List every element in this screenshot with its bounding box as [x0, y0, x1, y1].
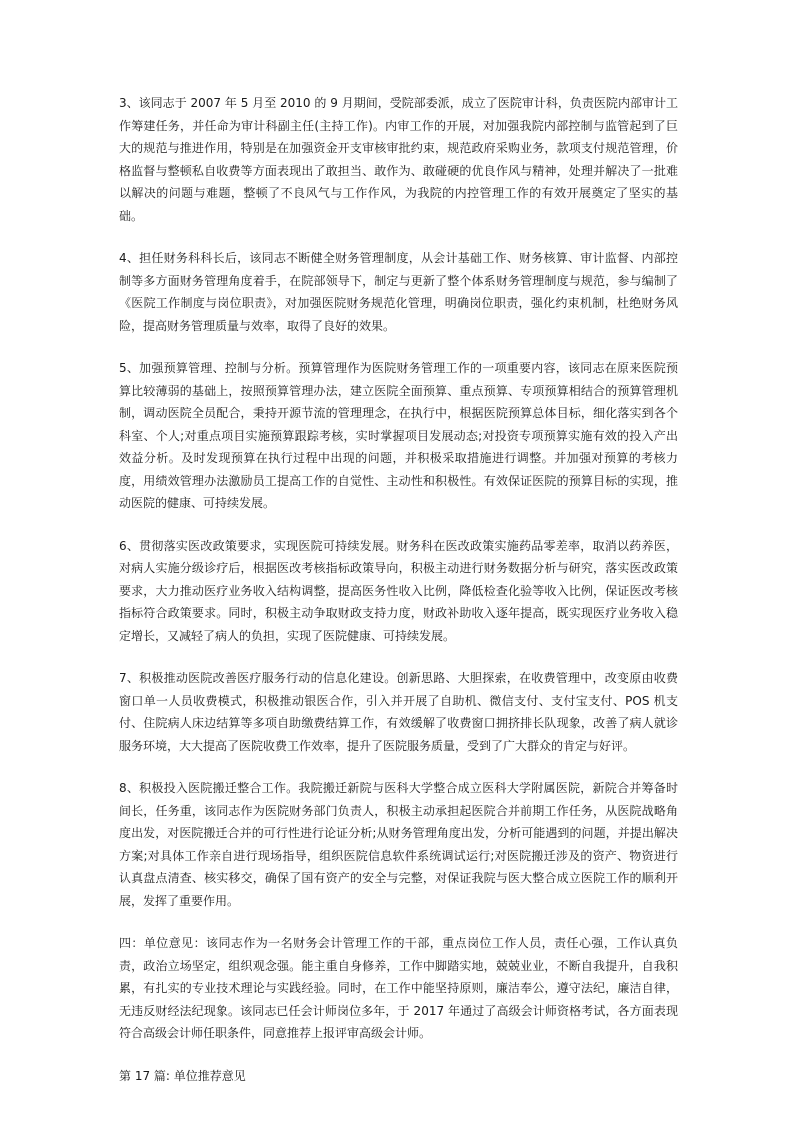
paragraph-item-8: 8、积极投入医院搬迁整合工作。我院搬迁新院与医科大学整合成立医科大学附属医院，新院合并筹备时间长，任务重，该同志作为医院财务部门负责人，积极主动承担起医院合并前期工作任务，从医院战略角度出发，对医院搬迁合并的可行性进行论证分析;从财务管理角度出发，分析可能遇到的问题，并提出解决方案;对具体工作亲自进行现场指导，组织医院信息软件系统调试运行;对医院搬迁涉及的资产、物资进行认真盘点清查、核实移交，确保了国有资产的安全与完整，对保证我院与医大整合成立医院工作的顺利开展，发挥了重要作用。: [119, 781, 678, 908]
section-heading: 第 17 篇: 单位推荐意见: [119, 1068, 246, 1083]
document-body: [119, 92, 678, 1087]
paragraph-item-7: 7、积极推动医院改善医疗服务行动的信息化建设。创新思路、大胆探索，在收费管理中，改变原由收费窗口单一人员收费模式，积极推动银医合作，引入并开展了自助机、微信支付、支付宝支付、POS 机支付、住院病人床边结算等多项自助缴费结算工作，有效缓解了收费窗口拥挤排长队现象，改善了病人就诊服务环境，大大提高了医院收费工作效率，提升了医院服务质量，受到了广大群众的肯定与好评。: [119, 671, 678, 753]
paragraph-item-5: 5、加强预算管理、控制与分析。预算管理作为医院财务管理工作的一项重要内容，该同志在原来医院预算比较薄弱的基础上，按照预算管理办法，建立医院全面预算、重点预算、专项预算相结合的预算管理机制，调动医院全员配合，秉持开源节流的管理理念，在执行中，根据医院预算总体目标，细化落实到各个科室、个人;对重点项目实施预算跟踪考核，实时掌握项目发展动态;对投资专项预算实施有效的投入产出效益分析。及时发现预算在执行过程中出现的问题，并积极采取措施进行调整。并加强对预算的考核力度，用绩效管理办法激励员工提高工作的自觉性、主动性和积极性。有效保证医院的预算目标的实现，推动医院的健康、可持续发展。: [119, 361, 678, 510]
paragraph-item-3: 3、该同志于 2007 年 5 月至 2010 的 9 月期间，受院部委派，成立了医院审计科，负责医院内部审计工作筹建任务，并任命为审计科副主任(主持工作)。内审工作的开展，对加强我院内部控制与监管起到了巨大的规范与推进作用，特别是在加强资金开支审核审批约束，规范政府采购业务，款项支付规范管理，价格监督与整顿私自收费等方面表现出了敢担当、敢作为、敢碰硬的优良作风与精神，处理并解决了一批难以解决的问题与难题，整顿了不良风气与工作作风，为我院的内控管理工作的有效开展奠定了坚实的基础。: [119, 96, 678, 223]
paragraph-item-4: 4、担任财务科科长后，该同志不断健全财务管理制度，从会计基础工作、财务核算、审计监督、内部控制等多方面财务管理角度着手，在院部领导下，制定与更新了整个体系财务管理制度与规范，参与编制了《医院工作制度与岗位职责》，对加强医院财务规范化管理，明确岗位职责，强化约束机制，杜绝财务风险，提高财务管理质量与效率，取得了良好的效果。: [119, 251, 678, 333]
paragraph-item-6: 6、贯彻落实医改政策要求，实现医院可持续发展。财务科在医改政策实施药品零差率，取消以药养医，对病人实施分级诊疗后，根据医改考核指标政策导向，积极主动进行财务数据分析与研究，落实医改政策要求，大力推动医疗业务收入结构调整，提高医务性收入比例，降低检查化验等收入比例，保证医改考核指标符合政策要求。同时，积极主动争取财政支持力度，财政补助收入逐年提高，既实现医疗业务收入稳定增长，又减轻了病人的负担，实现了医院健康、可持续发展。: [119, 538, 678, 643]
paragraph-unit-opinion: 四：单位意见：该同志作为一名财务会计管理工作的干部，重点岗位工作人员，责任心强，工作认真负责，政治立场坚定，组织观念强。能主重自身修养，工作中脚踏实地，兢兢业业，不断自我提升，自我积累，有扎实的专业技术理论与实践经验。同时，在工作中能坚持原则，廉洁奉公，遵守法纪，廉洁自律，无违反财经法纪现象。该同志已任会计师岗位多年，于 2017 年通过了高级会计师资格考试，各方面表现符合高级会计师任职条件，同意推荐上报评审高级会计师。: [119, 936, 678, 1040]
